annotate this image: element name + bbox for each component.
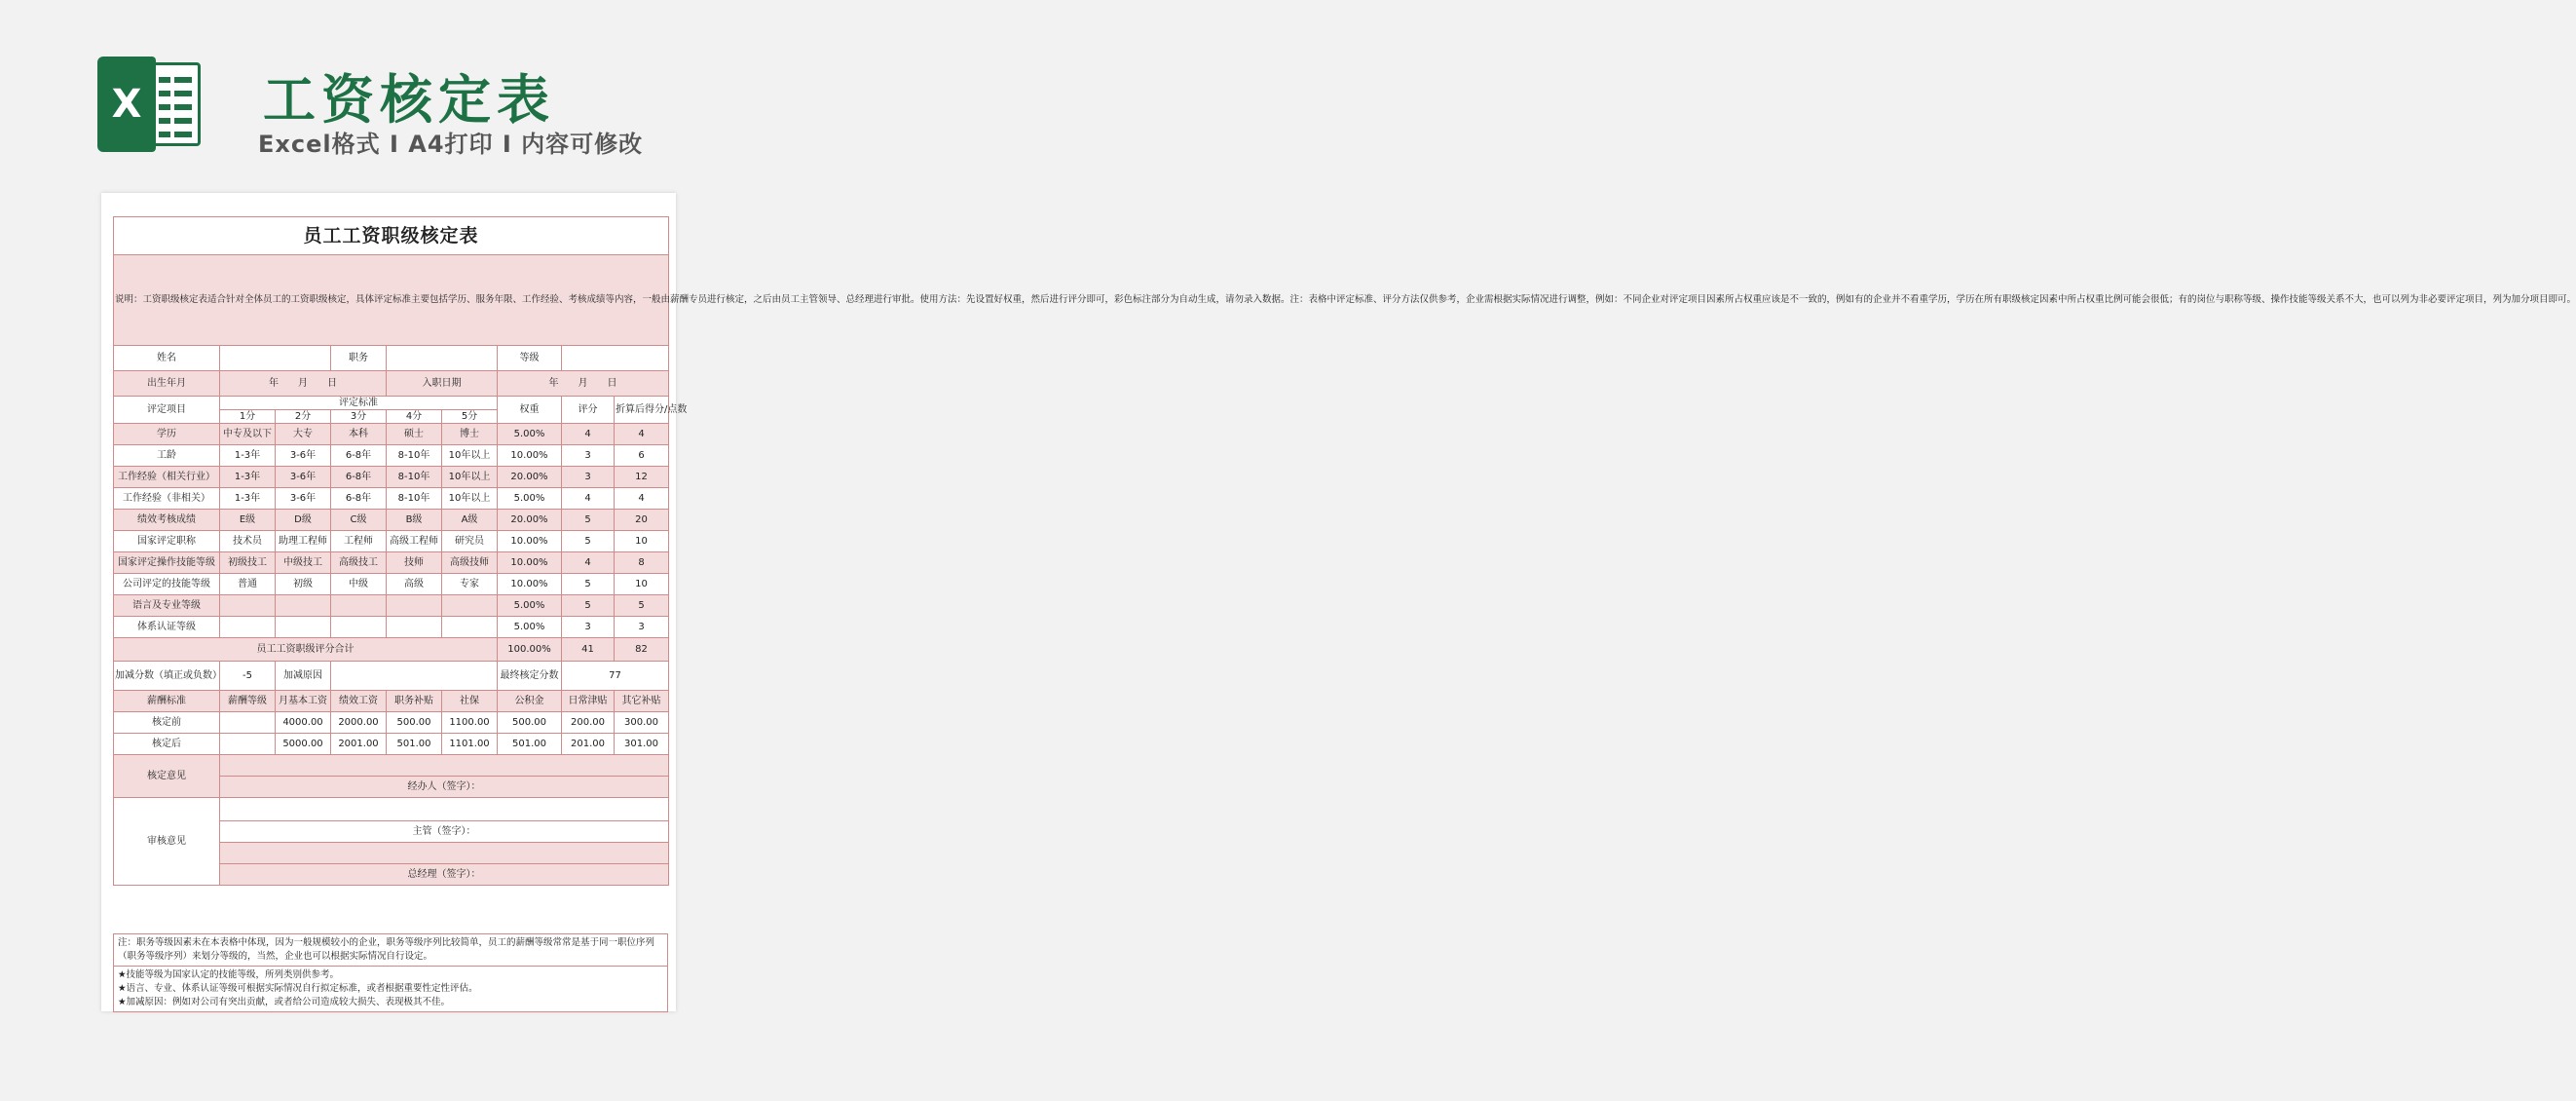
row-level-cell: 10年以上 [442,445,498,467]
row-score[interactable]: 5 [562,510,615,531]
row-converted: 6 [615,445,669,467]
row-level-cell: 高级工程师 [387,531,442,552]
row-level-cell: 大专 [276,424,331,445]
position-label: 职务 [331,346,387,371]
salary-header-base: 月基本工资 [276,691,331,712]
row-level-cell[interactable] [331,595,387,617]
row-level-cell: C级 [331,510,387,531]
header-level-3: 3分 [331,410,387,424]
salary-cell[interactable]: 200.00 [562,712,615,734]
row-level-cell: E级 [220,510,276,531]
row-level-cell: B级 [387,510,442,531]
adjust-reason-label: 加减原因 [276,662,331,691]
header-standard: 评定标准 [220,397,498,410]
header-level-1: 1分 [220,410,276,424]
footnotes [113,933,668,1012]
form-sheet [101,193,2576,1011]
salary-cell[interactable]: 1100.00 [442,712,498,734]
main-note-text: 注：职务等级因素未在本表格中体现，因为一般规模较小的企业，职务等级序列比较简单，员工的薪酬等级常常是基于同一职位序列（职务等级序列）来划分等级的，当然，企业也可以根据实际情况自行设定。 [118,937,655,962]
row-weight[interactable]: 5.00% [498,617,562,638]
row-level-cell: 1-3年 [220,445,276,467]
birth-input[interactable]: 年 月 日 [220,371,387,397]
header-level-4: 4分 [387,410,442,424]
row-weight[interactable]: 20.00% [498,467,562,488]
salary-header-total: 其它补贴 [615,691,669,712]
adjust-label: 加减分数（填正或负数） [114,662,220,691]
row-converted: 3 [615,617,669,638]
salary-cell[interactable]: 2001.00 [331,734,387,755]
table-row [114,552,669,574]
row-score[interactable]: 3 [562,617,615,638]
name-input[interactable] [220,346,331,371]
row-level-cell: 专家 [442,574,498,595]
header-score: 评分 [562,397,615,424]
row-level-cell: 博士 [442,424,498,445]
row-level-cell: 中级 [331,574,387,595]
gm-signature[interactable]: 总经理（签字）： [220,864,669,886]
excel-x-badge [97,57,156,152]
row-level-cell: 初级技工 [220,552,276,574]
row-level-cell: 普通 [220,574,276,595]
row-level-cell[interactable] [276,595,331,617]
table-row [114,488,669,510]
row-weight[interactable]: 5.00% [498,424,562,445]
salary-row-grade[interactable] [220,734,276,755]
row-level-cell: A级 [442,510,498,531]
row-score[interactable]: 4 [562,552,615,574]
row-level-cell: 1-3年 [220,467,276,488]
logo-letter: X [111,82,142,127]
banner-title: 工资核定表 [263,69,555,131]
table-row [114,617,669,638]
main-note [113,933,668,967]
row-converted: 8 [615,552,669,574]
row-score[interactable]: 5 [562,574,615,595]
row-converted: 4 [615,424,669,445]
row-item: 工龄 [114,445,220,467]
row-level-cell: 工程师 [331,531,387,552]
grade-label: 等级 [498,346,562,371]
row-weight[interactable]: 5.00% [498,595,562,617]
entry-date-input[interactable]: 年 月 日 [498,371,669,397]
table-row [114,424,669,445]
salary-row-label: 核定前 [114,712,220,734]
salary-cell[interactable]: 201.00 [562,734,615,755]
row-level-cell: 6-8年 [331,488,387,510]
form-description: 说明：工资职级核定表适合针对全体员工的工资职级核定，具体评定标准主要包括学历、服务年限、工作经验、考核成绩等内容，一般由薪酬专员进行核定，之后由员工主管领导、总经理进行审批。使用方法：先设置好权重，然后进行评分即可，彩色标注部分为自动生成，请勿录入数据。注：表格中评定标准、评分方法仅供参考，企业需根据实际情况进行调整，例如：不同企业对评定项目因素所占权重应该是不一致的，例如有的企业并不看重学历，学历在所有职级核定因素中所占权重比例可能会很低；有的岗位与职称等级、操作技能等级关系不大，也可以列为非必要评定项目，列为加分项目即可。 [114,255,669,346]
salary-cell[interactable]: 5000.00 [276,734,331,755]
salary-cell[interactable]: 500.00 [387,712,442,734]
total-score: 41 [562,638,615,662]
salary-header-grade: 薪酬等级 [220,691,276,712]
entry-date-label: 入职日期 [387,371,498,397]
review-opinion-input[interactable] [220,798,669,821]
adjust-reason-input[interactable] [331,662,498,691]
row-converted: 12 [615,467,669,488]
row-item: 绩效考核成绩 [114,510,220,531]
row-level-cell: 3-6年 [276,488,331,510]
verify-opinion-label: 核定意见 [114,755,220,798]
row-level-cell: 1-3年 [220,488,276,510]
row-item: 学历 [114,424,220,445]
salary-header-social-insurance: 社保 [442,691,498,712]
row-score[interactable]: 4 [562,424,615,445]
row-weight[interactable]: 10.00% [498,574,562,595]
row-converted: 4 [615,488,669,510]
row-level-cell[interactable] [220,617,276,638]
row-level-cell[interactable] [442,595,498,617]
salary-header-performance: 绩效工资 [331,691,387,712]
row-level-cell: 8-10年 [387,488,442,510]
table-row [114,445,669,467]
salary-header-housing-fund: 公积金 [498,691,562,712]
salary-header-daily-allowance: 日常津贴 [562,691,615,712]
row-weight[interactable]: 10.00% [498,445,562,467]
row-converted: 20 [615,510,669,531]
row-converted: 5 [615,595,669,617]
row-item: 工作经验（非相关） [114,488,220,510]
row-level-cell: D级 [276,510,331,531]
supervisor-signature[interactable]: 主管（签字）： [220,821,669,843]
header-converted: 折算后得分/点数 [615,397,669,424]
row-weight[interactable]: 20.00% [498,510,562,531]
row-weight[interactable]: 5.00% [498,488,562,510]
adjust-value[interactable]: -5 [220,662,276,691]
row-level-cell: 本科 [331,424,387,445]
row-converted: 10 [615,531,669,552]
salary-grade-form [113,216,2576,886]
row-level-cell: 中专及以下 [220,424,276,445]
table-row [114,574,669,595]
header-weight: 权重 [498,397,562,424]
salary-row-label: 核定后 [114,734,220,755]
row-level-cell: 6-8年 [331,445,387,467]
row-item: 工作经验（相关行业） [114,467,220,488]
row-weight[interactable]: 10.00% [498,552,562,574]
row-level-cell[interactable] [387,617,442,638]
row-item: 国家评定职称 [114,531,220,552]
banner [0,0,779,185]
row-level-cell: 研究员 [442,531,498,552]
star-notes [113,967,668,1012]
birth-label: 出生年月 [114,371,220,397]
salary-cell[interactable]: 4000.00 [276,712,331,734]
salary-cell[interactable]: 300.00 [615,712,669,734]
row-converted: 10 [615,574,669,595]
salary-cell[interactable]: 2000.00 [331,712,387,734]
row-score[interactable]: 5 [562,531,615,552]
name-label: 姓名 [114,346,220,371]
salary-row-grade[interactable] [220,712,276,734]
header-level-5: 5分 [442,410,498,424]
row-score[interactable]: 5 [562,595,615,617]
table-row [114,734,669,755]
row-level-cell: 10年以上 [442,467,498,488]
row-level-cell: 3-6年 [276,445,331,467]
total-label: 员工工资职级评分合计 [114,638,498,662]
star-note-adjust: ★加减原因：例如对公司有突出贡献，或者给公司造成较大损失、表现极其不佳。 [118,997,451,1007]
table-row [114,712,669,734]
row-level-cell: 助理工程师 [276,531,331,552]
header-level-2: 2分 [276,410,331,424]
table-row [114,595,669,617]
excel-logo-icon [97,57,203,152]
row-level-cell: 硕士 [387,424,442,445]
row-level-cell[interactable] [220,595,276,617]
handler-signature[interactable]: 经办人（签字）： [220,777,669,798]
row-item: 公司评定的技能等级 [114,574,220,595]
salary-cell[interactable]: 1101.00 [442,734,498,755]
row-score[interactable]: 3 [562,445,615,467]
row-item: 体系认证等级 [114,617,220,638]
final-score-label: 最终核定分数 [498,662,562,691]
table-row [114,510,669,531]
table-row [114,531,669,552]
total-converted: 82 [615,638,669,662]
row-level-cell: 10年以上 [442,488,498,510]
row-level-cell[interactable] [442,617,498,638]
salary-cell[interactable]: 500.00 [498,712,562,734]
row-level-cell: 8-10年 [387,467,442,488]
grade-input[interactable] [562,346,669,371]
row-weight[interactable]: 10.00% [498,531,562,552]
salary-cell[interactable]: 501.00 [498,734,562,755]
verify-opinion-input[interactable] [220,755,669,777]
banner-subtitle: Excel格式 I A4打印 I 内容可修改 [258,131,644,158]
row-level-cell: 高级 [387,574,442,595]
row-level-cell[interactable] [331,617,387,638]
star-note-language: ★语言、专业、体系认证等级可根据实际情况自行拟定标准，或者根据重要性定性评估。 [118,983,478,994]
final-score-value: 77 [562,662,669,691]
row-level-cell: 高级技工 [331,552,387,574]
row-level-cell: 6-8年 [331,467,387,488]
row-level-cell[interactable] [276,617,331,638]
position-input[interactable] [387,346,498,371]
review-opinion-label: 审核意见 [114,798,220,886]
row-item: 语言及专业等级 [114,595,220,617]
star-note-skill: ★技能等级为国家认定的技能等级，所列类别供参考。 [118,969,340,980]
row-level-cell: 技术员 [220,531,276,552]
gm-opinion-input[interactable] [220,843,669,864]
row-level-cell: 中级技工 [276,552,331,574]
salary-cell[interactable]: 501.00 [387,734,442,755]
salary-cell[interactable]: 301.00 [615,734,669,755]
header-item: 评定项目 [114,397,220,424]
salary-header-standard: 薪酬标准 [114,691,220,712]
form-title: 员工工资职级核定表 [114,217,669,255]
total-weight: 100.00% [498,638,562,662]
row-score[interactable]: 3 [562,467,615,488]
row-level-cell: 初级 [276,574,331,595]
table-row [114,467,669,488]
row-level-cell[interactable] [387,595,442,617]
row-level-cell: 3-6年 [276,467,331,488]
row-level-cell: 8-10年 [387,445,442,467]
salary-header-position-allowance: 职务补贴 [387,691,442,712]
row-item: 国家评定操作技能等级 [114,552,220,574]
row-score[interactable]: 4 [562,488,615,510]
row-level-cell: 技师 [387,552,442,574]
row-level-cell: 高级技师 [442,552,498,574]
